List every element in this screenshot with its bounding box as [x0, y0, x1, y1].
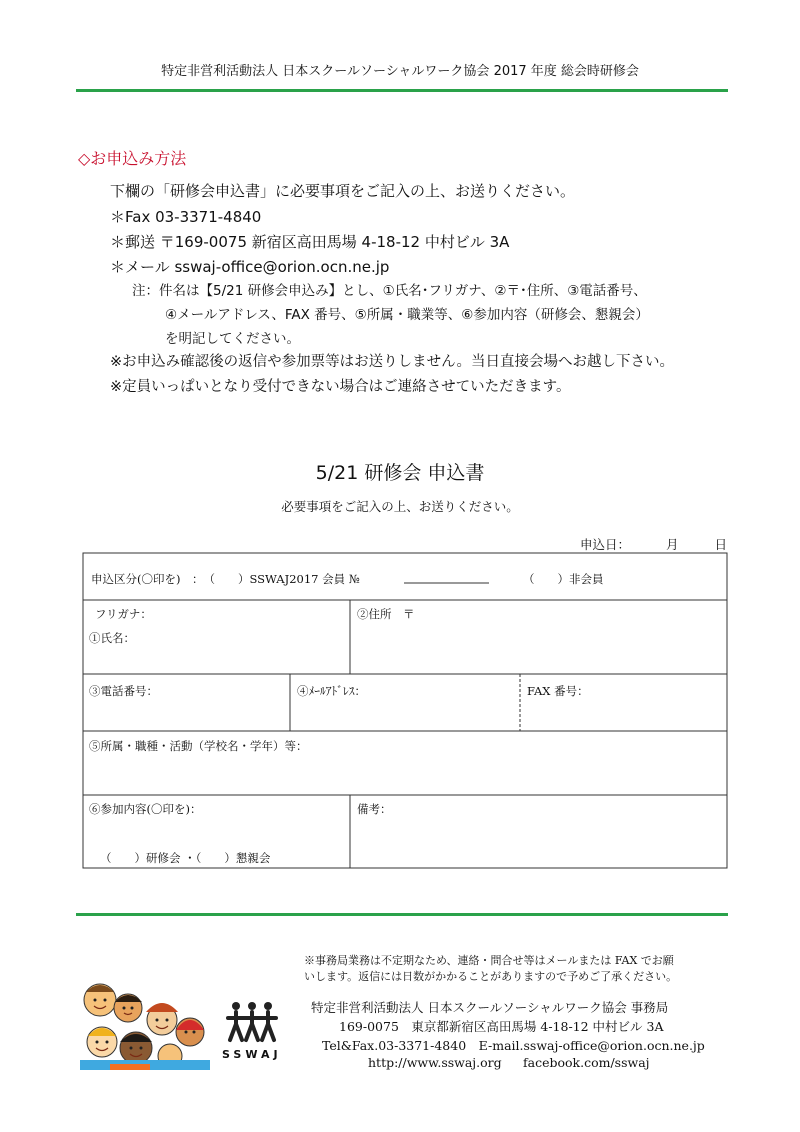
website-link[interactable]: http://www.sswaj.org [368, 1055, 502, 1070]
non-member-option: （ ）非会員 [523, 572, 604, 586]
note-line-1: 注：件名は【5/21 研修会申込み】とし、①氏名･フリガナ、②〒･住所、③電話番号、 [132, 283, 647, 299]
month-label: 月 [665, 537, 679, 552]
phone-label: ③電話番号： [89, 684, 158, 698]
office-address: 169-0075 東京都新宿区高田馬場 4-18-12 中村ビル 3A [339, 1019, 664, 1034]
name-label: ①氏名： [89, 631, 135, 645]
note-line-3: を明記してください。 [165, 331, 300, 347]
form-subtitle: 必要事項をご記入の上、お送りください。 [281, 499, 519, 514]
intro-text: 下欄の「研修会申込書」に必要事項をご記入の上、お送りください。 [110, 182, 576, 200]
email-label: ④ﾒｰﾙｱﾄﾞﾚｽ： [297, 684, 366, 698]
children-illustration [80, 980, 210, 1070]
mail-line: ＊メール sswaj-office@orion.ocn.ne.jp [110, 258, 390, 276]
post-line: ＊郵送 〒169-0075 新宿区高田馬場 4-18-12 中村ビル 3A [110, 233, 510, 251]
warning-line-2: ※定員いっぱいとなり受付できない場合はご連絡させていただきます。 [110, 379, 571, 395]
fax-label: FAX 番号： [527, 684, 589, 698]
office-contact: Tel&Fax.03-3371-4840 E-mail.sswaj-office@orion.ocn.ne.jp [322, 1038, 705, 1053]
warning-line-1: ※お申込み確認後の返信や参加票等はお送りしません。当日直接会場へお越し下さい。 [110, 354, 675, 370]
furigana-label: フリガナ： [95, 607, 152, 621]
affiliation-label: ⑤所属・職種・活動（学校名・学年）等： [89, 739, 308, 753]
remarks-label: 備考： [357, 802, 392, 816]
fax-line: ＊Fax 03-3371-4840 [110, 208, 262, 226]
facebook-link[interactable]: facebook.com/sswaj [523, 1055, 650, 1070]
day-label: 日 [714, 537, 727, 552]
sswaj-logo-icon [224, 1000, 280, 1044]
bottom-divider [76, 913, 728, 916]
application-category: 申込区分(〇印を) ： （ ）SSWAJ2017 会員 № [91, 572, 360, 586]
participation-options: （ ）研修会 ・（ ）懇親会 [100, 851, 271, 865]
date-label: 申込日： [580, 537, 631, 552]
office-name: 特定非営利活動法人 日本スクールソーシャルワーク協会 事務局 [311, 1000, 669, 1015]
address-label: ②住所 〒 [357, 607, 415, 621]
form-title: 5/21 研修会 申込書 [315, 462, 485, 484]
sswaj-logo-text: SSWAJ [222, 1048, 282, 1061]
office-notice-2: いします。返信には日数がかかることがありますので予めご了承ください。 [304, 970, 678, 983]
document-header: 特定非営利活動法人 日本スクールソーシャルワーク協会 2017 年度 総会時研修会 [161, 64, 639, 79]
note-line-2: ④メールアドレス、FAX 番号、⑤所属・職業等、⑥参加内容（研修会、懇親会） [165, 307, 649, 323]
office-notice-1: ※事務局業務は不定期なため、連絡・問合せ等はメールまたは FAX でお願 [304, 954, 674, 967]
section-title: ◇お申込み方法 [78, 149, 187, 168]
participation-label: ⑥参加内容(〇印を)： [89, 802, 202, 816]
